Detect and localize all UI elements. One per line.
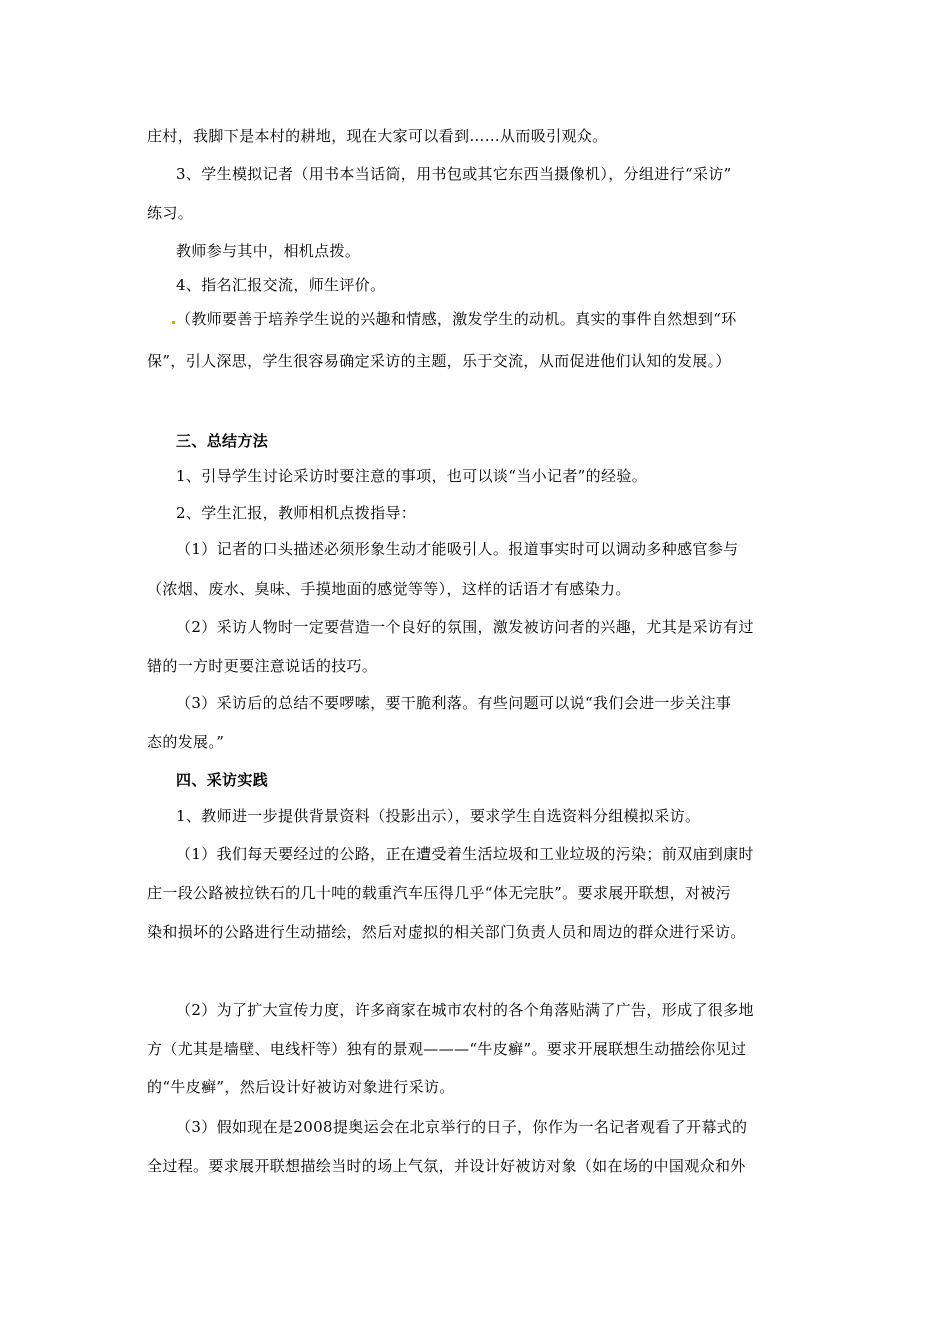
section-heading: 三、总结方法	[176, 432, 269, 450]
paragraph-line: （2）为了扩大宣传力度，许多商家在城市农村的各个角落贴满了广告，形成了很多地	[176, 1001, 754, 1019]
paragraph-line-text: （教师要善于培养学生说的兴趣和情感，激发学生的动机。真实的事件自然想到“环	[176, 310, 737, 328]
highlight-mark	[172, 321, 175, 324]
paragraph-line: 教师参与其中，相机点拨。	[176, 242, 361, 260]
paragraph-line: 的“牛皮癣”，然后设计好被访对象进行采访。	[147, 1078, 455, 1096]
paragraph-line: 2、学生汇报，教师相机点拨指导：	[176, 504, 417, 522]
paragraph-line: 练习。	[147, 204, 194, 222]
section-heading: 四、采访实践	[176, 771, 269, 789]
paragraph-line: 1、教师进一步提供背景资料（投影出示），要求学生自选资料分组模拟采访。	[176, 807, 701, 825]
paragraph-line: 方（尤其是墙壁、电线杆等）独有的景观———“牛皮癣”。要求开展联想生动描绘你见过	[147, 1040, 747, 1058]
paragraph-line: 错的一方时更要注意说话的技巧。	[147, 657, 378, 675]
paragraph-line: （1）记者的口头描述必须形象生动才能吸引人。报道事实时可以调动多种感官参与	[176, 540, 739, 558]
paragraph-line: 4、指名汇报交流，师生评价。	[176, 276, 386, 294]
paragraph-line: （2）采访人物时一定要营造一个良好的氛围，激发被访问者的兴趣，尤其是采访有过	[176, 618, 754, 636]
paragraph-line: 全过程。要求展开联想描绘当时的场上气氛，并设计好被访对象（如在场的中国观众和外	[147, 1157, 746, 1175]
paragraph-line: 3、学生模拟记者（用书本当话筒，用书包或其它东西当摄像机），分组进行“采访”	[176, 165, 732, 183]
paragraph-line-with-mark	[172, 309, 837, 329]
paragraph-line: 态的发展。”	[147, 733, 225, 751]
paragraph-line: （3）采访后的总结不要啰嗦，要干脆利落。有些问题可以说“我们会进一步关注事	[176, 694, 732, 712]
paragraph-line: 庄村，我脚下是本村的耕地，现在大家可以看到……从而吸引观众。	[147, 127, 608, 145]
paragraph-line: 保”，引人深思，学生很容易确定采访的主题，乐于交流，从而促进他们认知的发展。）	[147, 352, 731, 370]
paragraph-line: （1）我们每天要经过的公路，正在遭受着生活垃圾和工业垃圾的污染；前双庙到康时	[176, 845, 754, 863]
paragraph-line: （3）假如现在是2008提奥运会在北京举行的日子，你作为一名记者观看了开幕式的	[176, 1118, 748, 1136]
paragraph-line: （浓烟、废水、臭味、手摸地面的感觉等等），这样的话语才有感染力。	[147, 580, 631, 598]
paragraph-line: 1、引导学生讨论采访时要注意的事项，也可以谈“当小记者”的经验。	[176, 467, 648, 485]
paragraph-line: 染和损坏的公路进行生动描绘，然后对虚拟的相关部门负责人员和周边的群众进行采访。	[147, 923, 746, 941]
paragraph-line: 庄一段公路被拉铁石的几十吨的载重汽车压得几乎“体无完肤”。要求展开联想，对被污	[147, 884, 731, 902]
